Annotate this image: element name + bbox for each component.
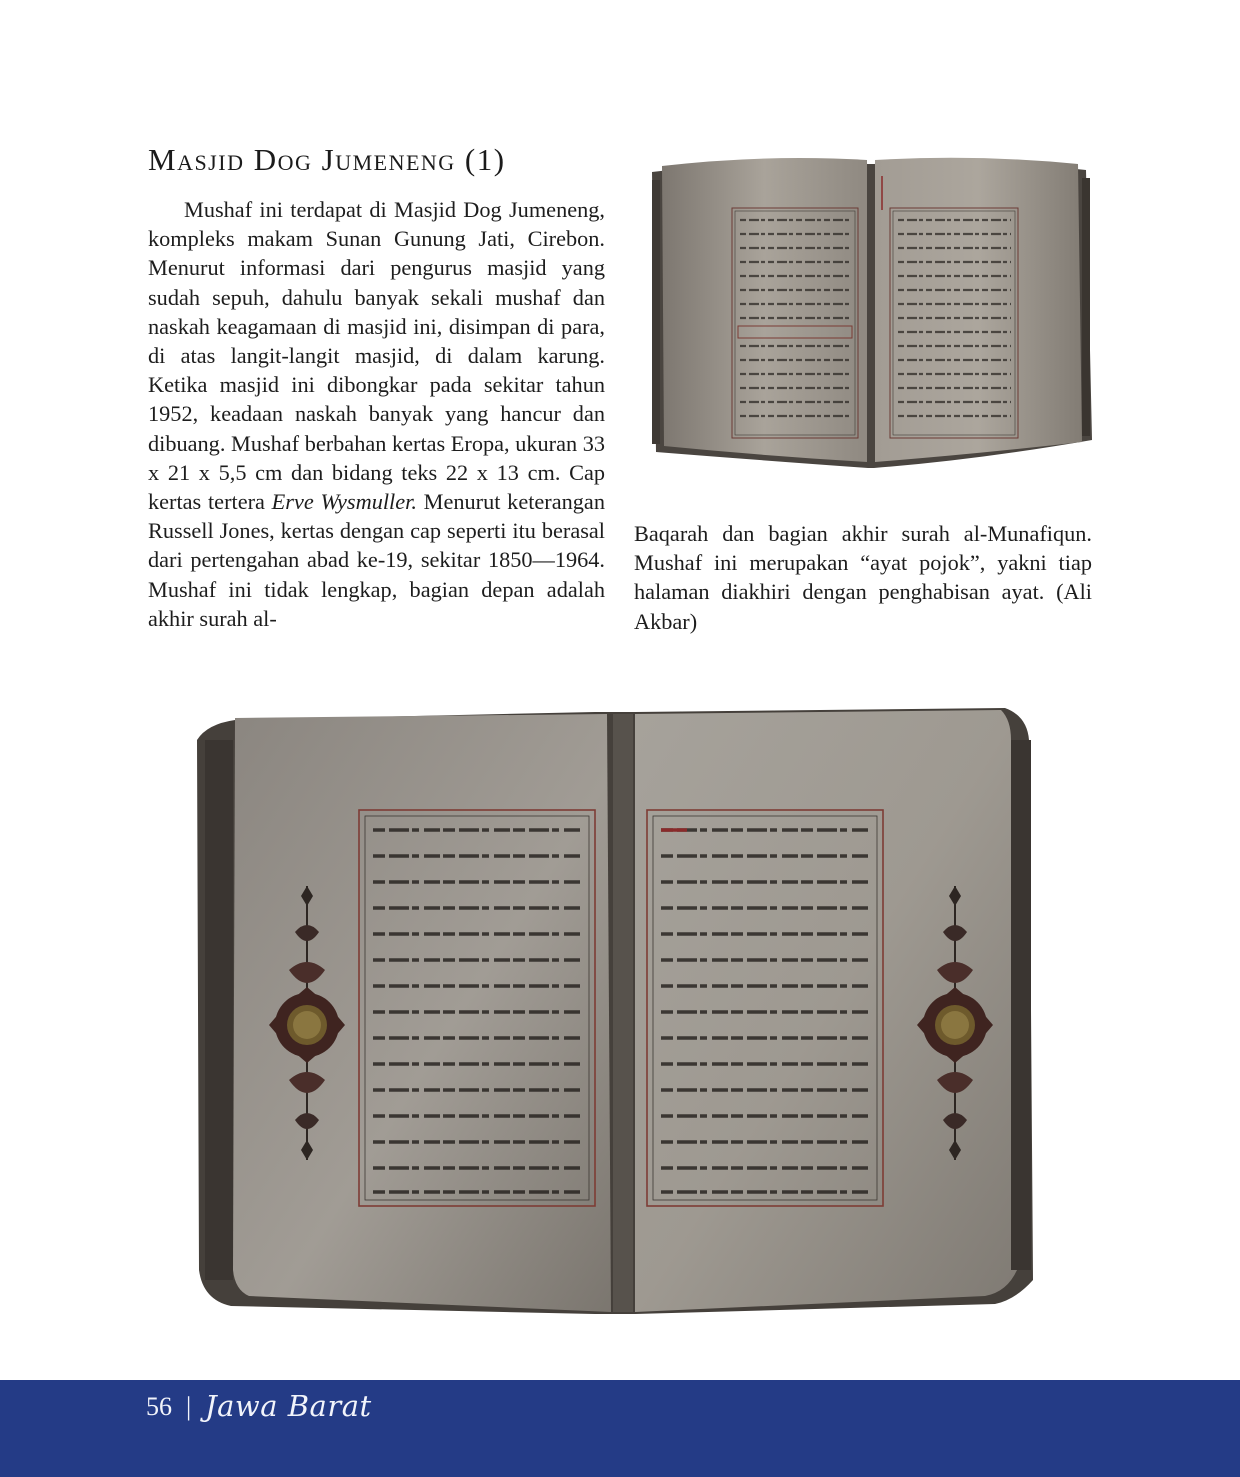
body-text-main: Mushaf ini terdapat di Masjid Dog Jumeneng, kompleks makam Sunan Gunung Jati, Cirebon. Menurut informasi dari pengurus masjid yang sudah sepuh, dahulu banyak sekali mushaf dan naskah keagamaan di masjid ini, disimpan di para, di atas langit-langit masjid, di dalam karung. Ketika masjid ini dibongkar pada sekitar tahun 1952, keadaan naskah banyak yang hancur dan dibuang. Mushaf berbahan kertas Eropa, ukuran 33 x 21 x 5,5 cm dan bidang teks 22 x 13 cm. Cap kertas tertera xyxy=(148,197,605,515)
watermark-name: Erve Wysmuller. xyxy=(271,489,417,515)
page-title: Masjid Dog Jumeneng (1) xyxy=(148,142,506,177)
page-number: 56 xyxy=(146,1392,172,1421)
mushaf-photo-small xyxy=(646,150,1096,475)
footer-separator: | xyxy=(186,1392,192,1421)
article-body-right xyxy=(634,519,1092,636)
open-book-illustration xyxy=(195,700,1037,1330)
article-paragraph-continued: Baqarah dan bagian akhir surah al-Munafiqun. Mushaf ini merupakan “ayat pojok”, yakni tiap halaman diakhiri dengan penghabisan ayat. (Ali Akbar) xyxy=(634,521,1092,634)
mushaf-photo-large xyxy=(195,700,1037,1330)
open-book-illustration xyxy=(646,150,1096,475)
article-body-left xyxy=(148,195,605,633)
region-name: Jawa Barat xyxy=(205,1389,372,1423)
article-paragraph xyxy=(148,195,605,633)
body-text-tail: Menurut keterangan Russell Jones, kertas dengan cap seperti itu berasal dari pertengahan abad ke-19, sekitar 1850—1964. Mushaf ini tidak lengkap, bagian depan adalah akhir surah al- xyxy=(148,489,605,631)
